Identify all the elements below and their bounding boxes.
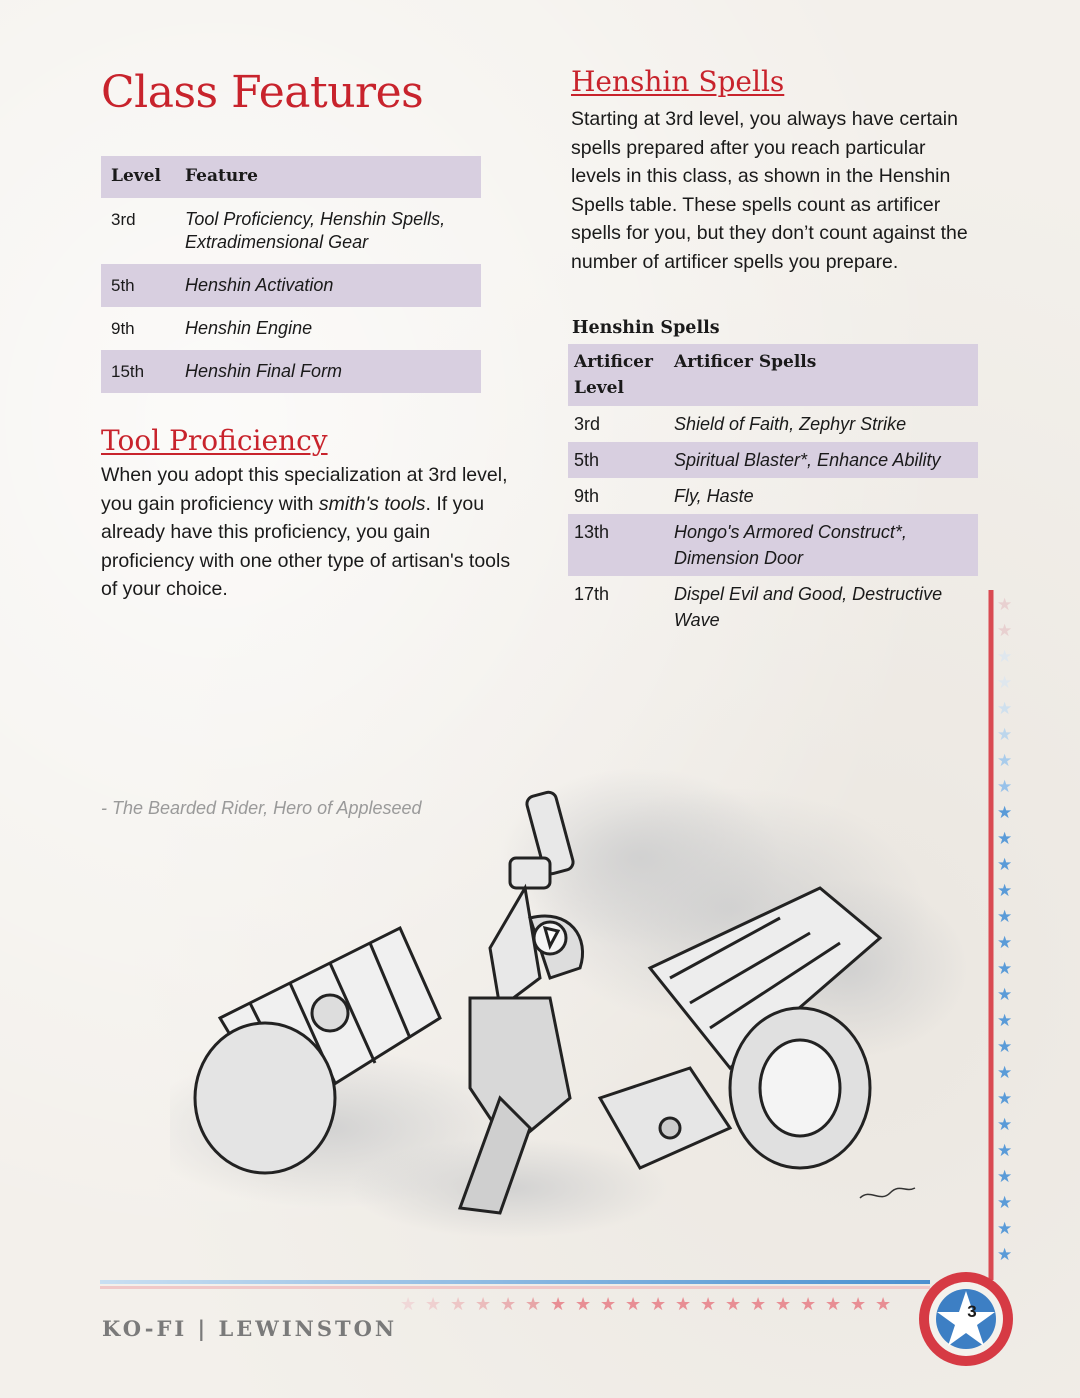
table-row	[101, 307, 481, 350]
svg-text:★: ★	[997, 1245, 1013, 1265]
footer-publisher: KO-FI | LEWINSTON	[102, 1316, 398, 1341]
row-level: 5th	[111, 276, 135, 295]
svg-text:★: ★	[997, 1037, 1013, 1057]
row-level: 9th	[111, 319, 135, 338]
svg-text:★: ★	[997, 673, 1013, 693]
row-level: 17th	[574, 584, 610, 604]
table-row	[568, 406, 978, 442]
row-feature: Henshin Final Form	[185, 361, 343, 381]
svg-text:★: ★	[600, 1294, 617, 1315]
svg-text:★: ★	[997, 699, 1013, 719]
row-spells: Shield of Faith, Zephyr Strike	[674, 414, 907, 434]
row-spells: Fly, Haste	[674, 486, 754, 506]
svg-text:★: ★	[997, 959, 1013, 979]
class-features-title: Class Features	[101, 67, 424, 118]
svg-text:★: ★	[997, 1115, 1013, 1135]
svg-text:★: ★	[425, 1294, 442, 1315]
row-level: 15th	[111, 362, 145, 381]
row-spells: Hongo's Armored Construct*, Dimension Door	[674, 522, 907, 568]
star-border-decoration	[985, 590, 1035, 1290]
svg-text:★: ★	[800, 1294, 817, 1315]
row-feature: Henshin Activation	[185, 275, 334, 295]
svg-text:★: ★	[997, 881, 1013, 901]
table-row	[568, 442, 978, 478]
henshin-spells-table	[568, 344, 978, 638]
header-level: Level	[111, 166, 161, 186]
svg-text:★: ★	[875, 1294, 892, 1315]
rider-illustration	[170, 768, 970, 1238]
svg-text:★: ★	[997, 855, 1013, 875]
right-column	[568, 64, 978, 638]
row-level: 3rd	[574, 414, 601, 434]
tool-text-part-2: . If you already have this proficiency, you gain proficiency with one other type of artisan's tools of your choice.	[101, 492, 511, 600]
spells-table-title: Henshin Spells	[572, 318, 720, 338]
table-header-row	[568, 344, 978, 406]
svg-text:★: ★	[525, 1294, 542, 1315]
svg-text:★: ★	[650, 1294, 667, 1315]
svg-text:★: ★	[997, 1089, 1013, 1109]
footer-divider	[100, 1280, 930, 1315]
header-feature: Feature	[185, 166, 258, 186]
page-number: 3	[967, 1302, 977, 1321]
svg-text:★: ★	[500, 1294, 517, 1315]
svg-text:★: ★	[475, 1294, 492, 1315]
svg-text:★: ★	[997, 829, 1013, 849]
svg-text:★: ★	[825, 1294, 842, 1315]
svg-text:★: ★	[997, 907, 1013, 927]
row-feature: Henshin Engine	[185, 318, 313, 338]
svg-text:★: ★	[700, 1294, 717, 1315]
svg-text:★: ★	[997, 777, 1013, 797]
tool-text-italic: smith's tools	[318, 492, 426, 515]
svg-text:★: ★	[675, 1294, 692, 1315]
svg-text:★: ★	[997, 725, 1013, 745]
tool-proficiency-text	[101, 461, 511, 604]
svg-text:★: ★	[450, 1294, 467, 1315]
svg-text:★: ★	[400, 1294, 417, 1315]
header-artificer-spells: Artificer Spells	[674, 352, 817, 372]
svg-text:★: ★	[997, 933, 1013, 953]
svg-text:★: ★	[997, 751, 1013, 771]
svg-text:★: ★	[997, 621, 1013, 641]
svg-text:★: ★	[997, 1063, 1013, 1083]
table-row	[568, 576, 978, 638]
svg-text:★: ★	[625, 1294, 642, 1315]
class-features-table	[101, 156, 481, 393]
svg-text:★: ★	[997, 647, 1013, 667]
table-row	[101, 350, 481, 393]
svg-text:★: ★	[997, 1167, 1013, 1187]
row-feature: Tool Proficiency, Henshin Spells, Extradimensional Gear	[185, 209, 446, 252]
left-column	[101, 64, 511, 604]
tool-proficiency-title: Tool Proficiency	[101, 424, 328, 457]
row-level: 13th	[574, 522, 610, 542]
tool-text-part-1: When you adopt this specialization at 3rd level, you gain proficiency with	[101, 464, 508, 515]
row-level: 9th	[574, 486, 600, 506]
svg-text:★: ★	[575, 1294, 592, 1315]
svg-text:★: ★	[550, 1294, 567, 1315]
svg-text:★: ★	[997, 803, 1013, 823]
illustration-caption: - The Bearded Rider, Hero of Appleseed	[101, 798, 422, 818]
henshin-spells-title: Henshin Spells	[571, 65, 785, 98]
table-row	[568, 478, 978, 514]
table-row	[101, 264, 481, 307]
svg-text:★: ★	[997, 1011, 1013, 1031]
header-artificer-level: Artificer Level	[574, 352, 653, 398]
row-level: 3rd	[111, 210, 136, 229]
table-row	[568, 514, 978, 576]
svg-text:★: ★	[997, 1219, 1013, 1239]
svg-text:★: ★	[725, 1294, 742, 1315]
table-header-row	[101, 156, 481, 198]
svg-text:★: ★	[997, 1141, 1013, 1161]
svg-text:★: ★	[750, 1294, 767, 1315]
svg-text:★: ★	[997, 985, 1013, 1005]
svg-text:★: ★	[850, 1294, 867, 1315]
svg-text:★: ★	[997, 595, 1013, 615]
row-spells: Spiritual Blaster*, Enhance Ability	[674, 450, 941, 470]
table-row	[101, 198, 481, 264]
svg-text:★: ★	[775, 1294, 792, 1315]
row-spells: Dispel Evil and Good, Destructive Wave	[674, 584, 943, 630]
row-level: 5th	[574, 450, 600, 470]
svg-text:★: ★	[997, 1193, 1013, 1213]
henshin-spells-text: Starting at 3rd level, you always have certain spells prepared after you reach particular levels in this class, as shown in the Henshin Spells table. These spells count as artificer spells for you, but they don’t count against the number of artificer spells you prepare.	[571, 108, 968, 273]
